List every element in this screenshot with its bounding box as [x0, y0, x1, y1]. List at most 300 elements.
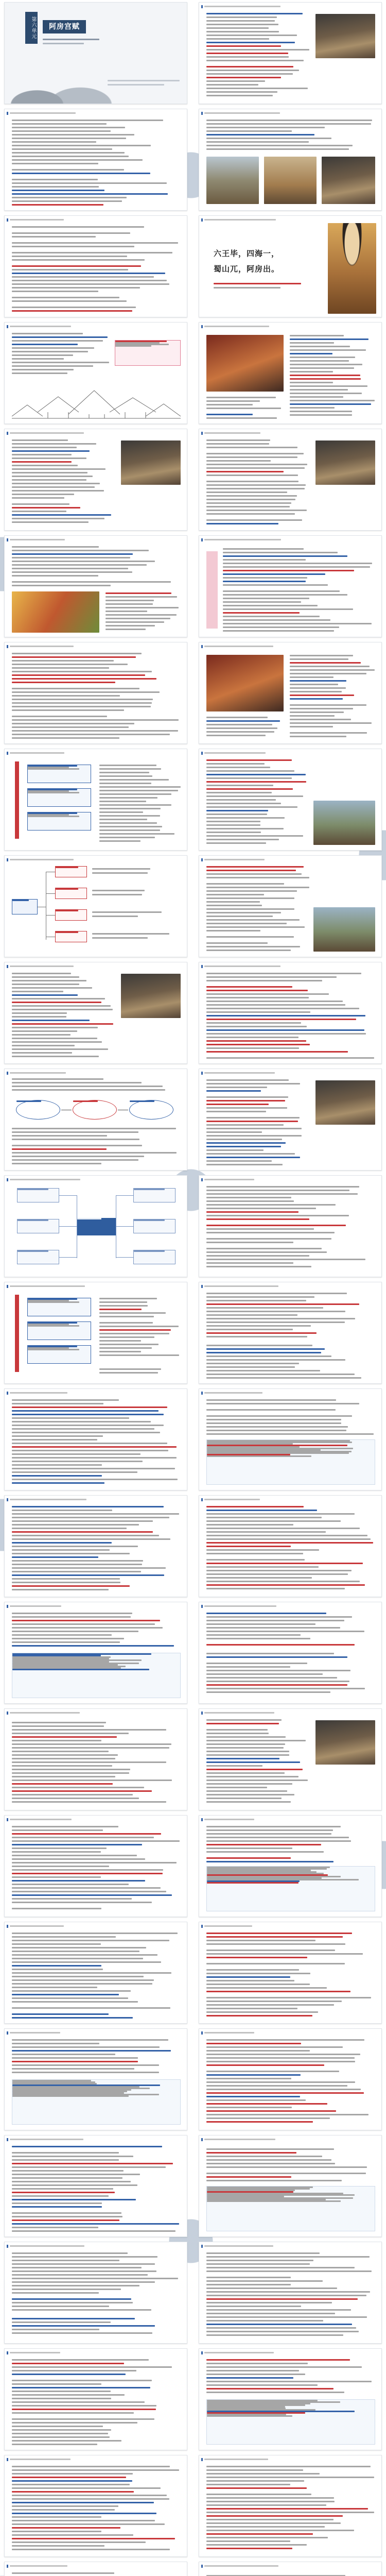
text-line [10, 112, 76, 114]
text-line [206, 1228, 314, 1230]
text-line [12, 1002, 101, 1003]
text-line [206, 523, 278, 524]
text-line [206, 1563, 363, 1564]
text-line [206, 2287, 337, 2289]
text-line [12, 709, 124, 711]
text-line [12, 173, 150, 174]
text-line [10, 539, 65, 540]
text-line [12, 2061, 138, 2062]
connector-line [116, 1257, 133, 1258]
red-accent-bar [15, 761, 19, 839]
connector-line [116, 1226, 133, 1227]
text-line [12, 1880, 145, 1882]
text-line [99, 790, 178, 791]
text-line [206, 2309, 351, 2311]
text-line [206, 1684, 347, 1686]
text-line [206, 1506, 304, 1507]
text-line [12, 1848, 107, 1849]
text-line [206, 894, 264, 895]
text-line [12, 200, 122, 202]
text-line [12, 1406, 167, 1408]
text-line [223, 601, 301, 603]
slide-header-accent [201, 1178, 203, 1181]
text-line [99, 840, 141, 842]
text-line [223, 598, 309, 599]
slide-thumbnail [4, 855, 187, 957]
text-line [99, 1322, 153, 1324]
text-line [206, 506, 290, 507]
text-line [206, 901, 260, 903]
text-line [204, 2565, 278, 2567]
text-line [10, 1179, 80, 1180]
text-line [290, 662, 361, 664]
text-line [108, 84, 164, 86]
text-line [206, 1015, 365, 1016]
text-line [12, 2064, 159, 2066]
text-line [12, 2216, 122, 2217]
text-line [12, 276, 154, 278]
text-line [206, 35, 297, 36]
text-line [206, 2284, 291, 2285]
connector-line [59, 1195, 77, 1196]
text-line [206, 1581, 360, 1582]
slide-thumbnail [199, 2455, 382, 2557]
text-line [12, 242, 178, 244]
slide-header-accent [201, 1925, 203, 1928]
text-line [12, 1940, 169, 1941]
lesson-title: 阿房宫赋 [43, 20, 86, 33]
text-line [206, 42, 295, 43]
text-line [206, 1733, 269, 1734]
text-line [12, 1535, 159, 1536]
text-line [12, 550, 149, 551]
text-line [206, 2096, 300, 2097]
slide-thumbnail [4, 1602, 187, 1704]
text-line [12, 2549, 170, 2550]
slide-thumbnail [199, 109, 382, 211]
text-line [99, 1333, 169, 1334]
text-line [206, 1121, 298, 1122]
text-line [10, 2032, 60, 2033]
text-line [10, 2565, 67, 2567]
text-line [12, 1645, 174, 1647]
slide-header-accent [201, 965, 203, 968]
text-line [206, 2054, 360, 2055]
text-line [206, 1829, 333, 1831]
text-line [206, 1047, 299, 1049]
text-line [12, 2252, 128, 2254]
text-line [12, 486, 95, 488]
text-line [206, 2392, 344, 2393]
text-line [290, 715, 335, 717]
text-line [206, 1117, 300, 1118]
text-line [206, 1953, 363, 1955]
text-line [28, 1301, 79, 1303]
slide-thumbnail [4, 109, 187, 211]
text-line [12, 483, 100, 484]
text-line [12, 344, 78, 345]
text-line [206, 1029, 364, 1031]
slide-image [322, 157, 375, 204]
text-line [290, 722, 372, 724]
text-line [10, 326, 71, 327]
slide-thumbnail [199, 1495, 382, 1597]
text-line [12, 1902, 152, 1903]
text-line [204, 326, 269, 327]
text-line [12, 1873, 163, 1874]
text-line [12, 1954, 157, 1956]
text-line [12, 2174, 140, 2175]
text-line [206, 1090, 261, 1092]
text-line [12, 1038, 97, 1039]
text-line [204, 2032, 254, 2033]
text-line [106, 596, 177, 598]
text-line [16, 1100, 41, 1102]
text-line [12, 678, 156, 680]
slide-header-accent [201, 2351, 203, 2354]
text-line [12, 2383, 101, 2385]
text-line [12, 1638, 124, 1639]
text-line [206, 993, 329, 995]
text-line [28, 792, 79, 793]
text-line [12, 1751, 109, 1752]
text-line [223, 581, 306, 582]
mindmap-node [17, 1250, 59, 1264]
answer-box [206, 2399, 375, 2445]
text-line [206, 1355, 331, 1357]
text-line [99, 833, 174, 835]
text-line [206, 1670, 350, 1671]
text-line [12, 1740, 101, 1741]
text-line [206, 2270, 372, 2272]
text-line [12, 2302, 133, 2303]
text-line [206, 414, 253, 415]
flow-oval [73, 1100, 117, 1120]
text-line [12, 269, 128, 270]
text-line [204, 752, 266, 754]
text-line [12, 297, 119, 298]
text-line [206, 2166, 367, 2168]
text-line [206, 1857, 291, 1859]
slide-image [121, 440, 181, 485]
text-line [206, 2291, 370, 2293]
text-line [206, 1837, 349, 1838]
text-line [206, 2267, 355, 2268]
text-line [206, 2331, 359, 2332]
slide-header-accent [7, 2245, 8, 2248]
text-line [206, 1419, 341, 1420]
text-line [206, 447, 297, 448]
text-line [12, 497, 64, 499]
text-line [206, 767, 270, 768]
text-line [12, 1994, 119, 1995]
text-line [12, 148, 112, 150]
text-line [12, 1631, 138, 1632]
text-line [12, 2181, 131, 2182]
text-line [99, 1305, 148, 1307]
text-line [10, 965, 74, 967]
text-line [12, 1979, 154, 1981]
text-line [206, 120, 372, 121]
text-line [12, 1159, 138, 1161]
flow-oval [129, 1100, 173, 1120]
text-line [12, 2534, 133, 2536]
text-line [99, 829, 160, 831]
text-line [206, 1377, 361, 1379]
slide-thumbnail [199, 642, 382, 744]
text-line [206, 1409, 336, 1411]
text-line [206, 2121, 313, 2123]
text-line [12, 1414, 164, 1415]
mindmap-node [133, 1250, 176, 1264]
slide-thumbnail [4, 2135, 187, 2237]
text-line [10, 1605, 61, 1607]
text-line [206, 460, 271, 462]
text-line [12, 2513, 156, 2514]
slide-image [315, 1080, 375, 1125]
connector-line [59, 1226, 77, 1227]
text-line [12, 1754, 118, 1756]
text-line [206, 1584, 365, 1586]
text-line [12, 465, 78, 466]
text-line [290, 335, 344, 336]
text-line [204, 432, 260, 434]
text-line [12, 514, 111, 516]
text-line [206, 1688, 365, 1689]
text-line [12, 2523, 165, 2525]
text-line [12, 2440, 121, 2442]
text-line [99, 1372, 158, 1374]
text-line [206, 13, 303, 14]
text-line [206, 976, 337, 978]
text-line [56, 888, 78, 890]
unit-label: 第六单元 [25, 12, 38, 44]
text-line [106, 629, 146, 630]
text-line [206, 2180, 342, 2181]
text-line [206, 1057, 374, 1059]
text-line [206, 727, 277, 729]
text-line [206, 1248, 322, 1249]
text-line [12, 1012, 67, 1014]
text-line [12, 2013, 109, 2015]
text-line [206, 1743, 285, 1745]
text-line [206, 1044, 310, 1045]
text-line [206, 1104, 269, 1105]
text-line [43, 43, 84, 44]
text-line [12, 571, 132, 573]
text-line [12, 2505, 118, 2507]
text-line [206, 890, 297, 892]
text-line [290, 403, 371, 405]
text-line [12, 2095, 129, 2097]
text-line [12, 2418, 154, 2420]
text-line [206, 1300, 306, 1301]
text-line [12, 2444, 97, 2445]
text-line [206, 912, 281, 913]
answer-box [206, 2186, 375, 2231]
slide-thumbnail [4, 2028, 187, 2130]
text-line [206, 777, 292, 779]
text-line [206, 1352, 321, 1353]
slide-thumbnail [199, 322, 382, 424]
slide-header-accent [201, 1392, 203, 1395]
text-line [206, 1663, 307, 1664]
text-line [12, 1990, 131, 1992]
text-line [12, 507, 80, 509]
text-line [206, 138, 331, 139]
text-line [12, 1961, 161, 1963]
text-line [12, 564, 147, 566]
text-line [12, 2202, 102, 2204]
text-line [12, 490, 104, 492]
text-line [106, 618, 170, 619]
text-line [12, 2184, 137, 2186]
text-line [12, 1951, 139, 1952]
text-line [206, 1332, 317, 1334]
text-line [206, 1153, 295, 1155]
text-line [12, 283, 169, 285]
text-line [12, 1027, 98, 1028]
emperor-portrait-image [328, 223, 376, 314]
text-line [12, 682, 115, 683]
text-line [206, 866, 304, 868]
text-line [99, 837, 155, 838]
text-line [12, 2188, 113, 2190]
text-line [206, 1157, 300, 1158]
text-line [12, 2170, 124, 2172]
slide-header-accent [7, 538, 8, 541]
slide-thumbnail [4, 2242, 187, 2344]
text-line [12, 2163, 173, 2164]
slide-header-accent [201, 325, 203, 328]
text-line [12, 1425, 164, 1426]
text-line [223, 570, 354, 571]
text-line [206, 2001, 342, 2002]
text-line [99, 1347, 152, 1349]
text-line [206, 832, 261, 833]
text-line [206, 1987, 327, 1989]
text-line [206, 1524, 293, 1526]
text-line [206, 2099, 306, 2101]
text-line [206, 1403, 359, 1404]
text-line [12, 2531, 101, 2532]
text-line [12, 2159, 119, 2161]
text-line [206, 1620, 344, 1621]
text-line [206, 1613, 326, 1614]
sketch-stroke [146, 404, 181, 416]
text-line [206, 2522, 341, 2524]
text-line [290, 378, 361, 380]
text-line [206, 1933, 352, 1934]
text-line [12, 1439, 97, 1440]
text-line [206, 2064, 324, 2066]
text-line [206, 1190, 349, 1191]
text-line [290, 669, 375, 671]
text-line [99, 779, 169, 781]
text-line [12, 2068, 134, 2070]
text-line [12, 1567, 166, 1569]
text-line [223, 623, 372, 624]
slide-thumbnail [199, 1282, 382, 1384]
palace-sketch-drawing [12, 380, 181, 420]
slide-header-accent [201, 112, 203, 115]
text-line [12, 1790, 152, 1792]
text-line [206, 1303, 359, 1305]
text-line [12, 1589, 109, 1590]
text-line [12, 1794, 133, 1795]
text-line [206, 1761, 300, 1763]
slide-header-accent [201, 1072, 203, 1075]
text-line [206, 1370, 320, 1371]
text-line [207, 2415, 292, 2417]
slide-header-accent [201, 1605, 203, 1608]
text-line [206, 467, 305, 469]
text-line [206, 717, 268, 718]
text-line [206, 2085, 347, 2087]
text-line [206, 2173, 366, 2174]
slide-header-accent [7, 1818, 8, 1821]
text-line [12, 2398, 111, 2399]
slide-thumbnail [199, 749, 382, 851]
text-line [206, 1826, 341, 1827]
text-line [12, 2477, 126, 2478]
text-line [106, 607, 179, 608]
text-line [206, 1844, 321, 1845]
text-line [12, 1453, 141, 1455]
text-line [206, 1751, 289, 1752]
text-line [106, 621, 164, 623]
slide-image [315, 1720, 375, 1765]
slide-thumbnail [4, 749, 187, 851]
text-line [290, 400, 375, 401]
text-line [206, 1022, 301, 1024]
text-line [290, 375, 360, 376]
text-line [223, 626, 339, 628]
text-line [12, 900, 29, 901]
text-line [206, 2497, 334, 2499]
text-line [12, 1549, 110, 1551]
text-line [206, 919, 300, 921]
text-line [206, 2366, 362, 2368]
text-line [204, 1925, 252, 1927]
text-line [290, 382, 333, 383]
text-line [206, 817, 285, 819]
text-line [12, 369, 74, 370]
slide-header-accent [7, 2031, 8, 2035]
text-line [206, 1111, 266, 1112]
text-line [10, 2139, 83, 2140]
text-line [12, 2541, 146, 2543]
text-line [206, 990, 308, 991]
text-line [206, 946, 300, 947]
text-line [206, 417, 277, 419]
text-line [290, 360, 349, 362]
text-line [12, 1627, 163, 1629]
slide-header-accent [7, 858, 8, 861]
text-line [206, 1307, 323, 1309]
text-line [206, 2114, 369, 2115]
text-line [206, 1037, 299, 1038]
diagram-node-box [55, 888, 87, 899]
text-line [12, 1722, 106, 1723]
text-line [206, 1517, 322, 1518]
text-line [223, 619, 330, 621]
text-line [12, 1034, 71, 1036]
text-line [206, 1135, 302, 1137]
framed-box [27, 1298, 91, 1316]
text-line [12, 439, 68, 441]
text-line [206, 2081, 355, 2083]
